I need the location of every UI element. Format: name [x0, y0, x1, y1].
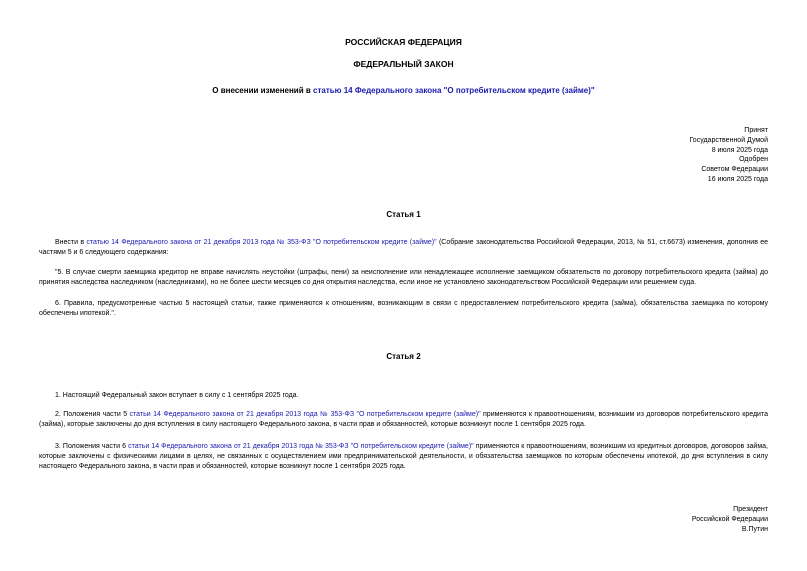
adoption-line-1: Принят [744, 127, 768, 134]
title-prefix: О внесении изменений в [212, 86, 313, 95]
article-1-paragraph-1 [39, 238, 768, 258]
signature-block [692, 505, 768, 534]
article-2-paragraph-1: 1. Настоящий Федеральный закон вступает в силу с 1 сентября 2025 года. [55, 392, 299, 399]
country-heading: РОССИЙСКАЯ ФЕДЕРАЦИЯ [345, 37, 462, 47]
article-2-paragraph-2 [39, 410, 768, 430]
adoption-line-4: Одобрен [739, 156, 768, 164]
article-1-p1-post: (Собрание законодательства Российской Федерации, 2013, № 51, ст.6673) изменения, дополнив ее частями 5 и 6 следующего содержания: [39, 239, 768, 256]
document-title [0, 86, 807, 96]
article-2-p3-post: применяются к правоотношениям, возникшим из кредитных договоров, договоров займа, которые заключены с физическими лицами в целях, не связанных с осуществлением ими предпринимательской деятельности, и обязательства заемщиков по которым обеспечены ипотекой, до дня вступления в силу настоящего Федерального закона, в части прав и обязанностей, которые возникнут после 1 сентября 2025 года. [39, 443, 768, 470]
signature-line-1: Президент [733, 506, 768, 513]
article-2-paragraph-3 [39, 442, 768, 472]
article-1-p1-pre: Внести в [55, 239, 87, 246]
adoption-line-3: 8 июля 2025 года [711, 146, 768, 154]
article-1-paragraph-3: 6. Правила, предусмотренные частью 5 настоящей статьи, также применяются к отношениям, возникающим в связи с предоставлением потребительского кредита (займа), обязательства заемщика по которому обеспечены ипотекой.". [39, 300, 768, 317]
article-1-paragraph-2: "5. В случае смерти заемщика кредитор не вправе начислять неустойки (штрафы, пени) за неисполнение или ненадлежащее исполнение заемщиком обязательств по договору потребительского кредита (займа) до принятия наследства наследником (наследниками), но не более шести месяцев со дня открытия наследства, если иное не установлено законодательством Российской Федерации или решением суда. [39, 269, 768, 286]
article-2-p2-link[interactable]: статьи 14 Федерального закона от 21 декабря 2013 года № 353-ФЗ "О потребительском кредите (займе)" [129, 411, 481, 418]
article-2-p3-link[interactable]: статьи 14 Федерального закона от 21 декабря 2013 года № 353-ФЗ "О потребительском кредите (займе)" [128, 443, 474, 450]
adoption-block [689, 126, 768, 185]
signature-line-3: В.Путин [741, 525, 768, 533]
title-link[interactable]: статью 14 Федерального закона "О потребительском кредите (займе)" [313, 86, 595, 95]
article-2-p3-pre: 3. Положения части 6 [55, 443, 129, 450]
adoption-line-6: 16 июля 2025 года [707, 175, 768, 183]
signature-line-2: Российской Федерации [691, 515, 768, 523]
article-1-p1-link[interactable]: статью 14 Федерального закона от 21 декабря 2013 года № 353-ФЗ "О потребительском кредите (займе)" [86, 239, 437, 246]
article-2-p2-post: применяются к правоотношениям, возникшим из договоров потребительского кредита (займа), которые заключены до дня вступления в силу настоящего Федерального закона, в части прав и обязанностей, которые возникнут после 1 сентября 2025 года. [39, 411, 768, 428]
article-2-heading: Статья 2 [386, 352, 421, 361]
article-1-heading: Статья 1 [386, 210, 421, 219]
adoption-line-2: Государственной Думой [689, 136, 768, 144]
document-type-heading: ФЕДЕРАЛЬНЫЙ ЗАКОН [353, 59, 454, 69]
adoption-line-5: Советом Федерации [701, 166, 768, 174]
article-2-p2-pre: 2. Положения части 5 [55, 411, 130, 418]
